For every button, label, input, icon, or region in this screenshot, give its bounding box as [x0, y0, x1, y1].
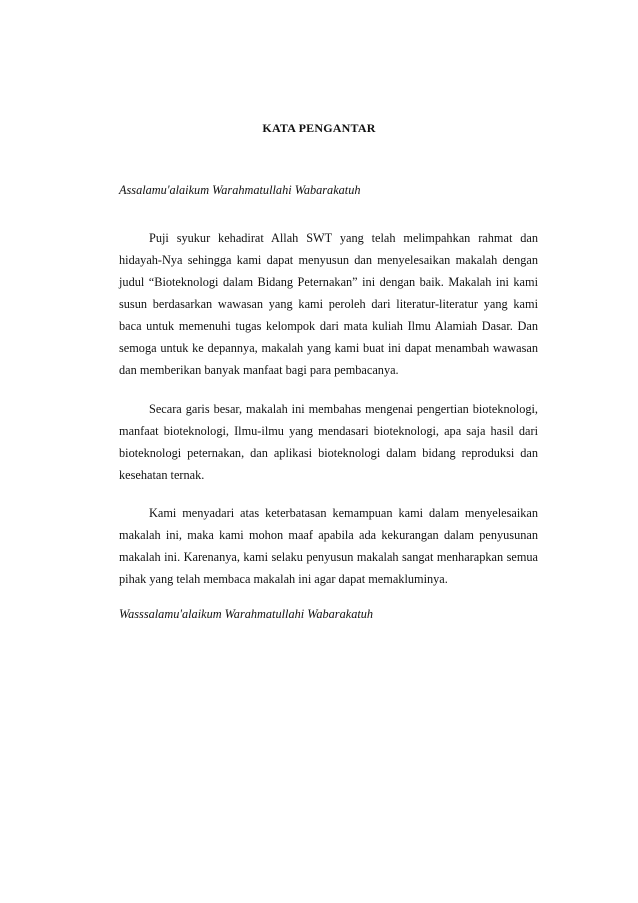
page-title: KATA PENGANTAR	[262, 121, 376, 135]
paragraph-1	[119, 227, 538, 381]
closing-salutation: Wasssalamu'alaikum Warahmatullahi Wabarakatuh	[119, 607, 374, 621]
paragraph-1-text: Puji syukur kehadirat Allah SWT yang telah melimpahkan rahmat dan hidayah-Nya sehingga kami dapat menyusun dan menyelesaikan makalah dengan judul “Bioteknologi dalam Bidang Peternakan” ini dengan baik. Makalah ini kami susun berdasarkan wawasan yang kami peroleh dari literatur-literatur yang kami baca untuk memenuhi tugas kelompok dari mata kuliah Ilmu Alamiah Dasar. Dan semoga untuk ke depannya, makalah yang kami buat ini dapat menambah wawasan dan memberikan banyak manfaat bagi para pembacanya.	[119, 231, 538, 377]
paragraph-2	[119, 398, 538, 486]
paragraph-3-text: Kami menyadari atas keterbatasan kemampuan kami dalam menyelesaikan makalah ini, maka kami mohon maaf apabila ada kekurangan dalam penyusunan makalah ini. Karenanya, kami selaku penyusun makalah sangat menharapkan semua pihak yang telah membaca makalah ini agar dapat memakluminya.	[119, 506, 538, 586]
paragraph-2-text: Secara garis besar, makalah ini membahas mengenai pengertian bioteknologi, manfaat bioteknologi, Ilmu-ilmu yang mendasari bioteknologi, apa saja hasil dari bioteknologi peternakan, dan aplikasi bioteknologi dalam bidang reproduksi dan kesehatan ternak.	[119, 402, 538, 482]
greeting: Assalamu'alaikum Warahmatullahi Wabarakatuh	[119, 183, 361, 197]
paragraph-3	[119, 502, 538, 590]
